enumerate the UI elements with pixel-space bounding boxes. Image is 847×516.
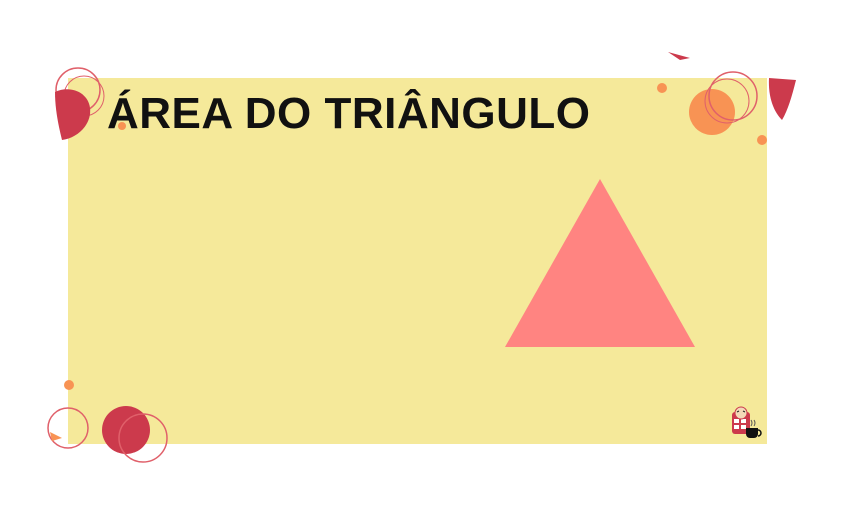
page-title: ÁREA DO TRIÂNGULO [107, 89, 591, 138]
mascot-with-cup-icon [726, 404, 764, 440]
